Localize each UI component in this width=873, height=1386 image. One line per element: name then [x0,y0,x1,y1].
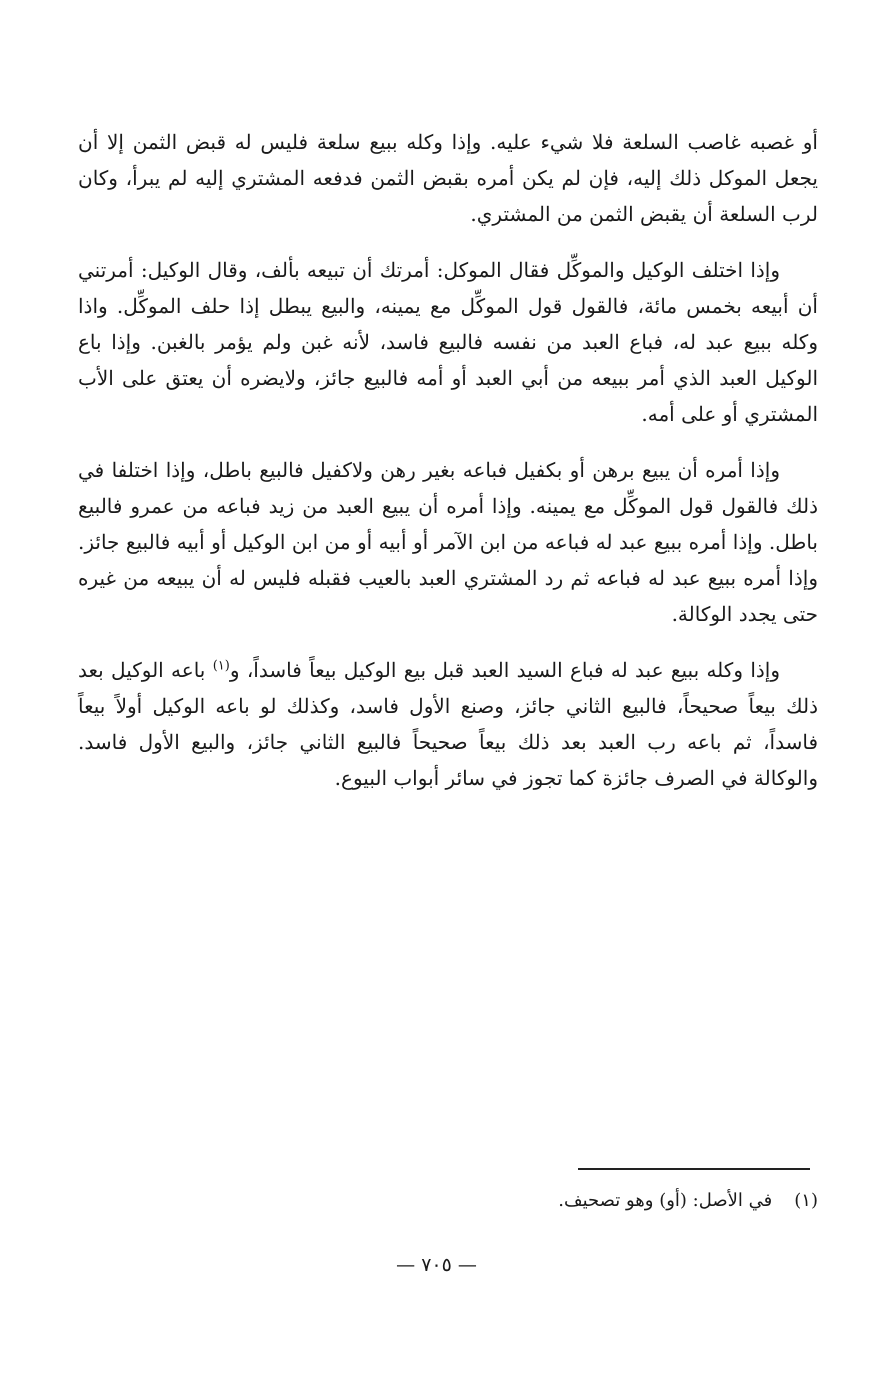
paragraph-1: أو غصبه غاصب السلعة فلا شيء عليه. وإذا وكله ببيع سلعة فليس له قبض الثمن إلا أن يجعل الموكل ذلك إليه، فإن لم يكن أمره بقبض الثمن فدفعه المشتري إليه لم يبرأ، وكان لرب السلعة أن يقبض الثمن من المشتري. [78,130,818,226]
paragraph-3: وإذا أمره أن يبيع برهن أو بكفيل فباعه بغير رهن ولاكفيل فالبيع باطل، وإذا اختلفا في ذلك فالقول قول الموكِّل مع يمينه. وإذا أمره أن يبيع العبد من زيد فباعه من عمرو فالبيع باطل. وإذا أمره ببيع عبد له فباعه من ابن الآمر أو أبيه أو من ابن الوكيل أو أبيه فالبيع جائز. وإذا أمره ببيع عبد له فباعه ثم رد المشتري العبد بالعيب فقبله فليس له أن يبيعه من غيره حتى يجدد الوكالة. [78,458,818,626]
body-text [78,124,818,816]
paragraph-4-part-1: وإذا وكله ببيع عبد له فباع السيد العبد قبل بيع الوكيل بيعاً فاسداً، و [229,658,780,682]
paragraph-2: وإذا اختلف الوكيل والموكِّل فقال الموكل: أمرتك أن تبيعه بألف، وقال الوكيل: أمرتني أن أبيعه بخمس مائة، فالقول قول الموكِّل مع يمينه، والبيع يبطل إذا حلف الموكِّل. واذا وكله ببيع عبد له، فباع العبد من نفسه فالبيع فاسد، لأنه غبن ولم يؤمر بالغبن. وإذا باع الوكيل العبد الذي أمر ببيعه من أبي العبد أو أمه فالبيع جائز، ولايضره أن يعتق على الأب المشتري أو على أمه. [78,258,818,426]
footnote-number: (١) [794,1190,818,1211]
footnote-text: في الأصل: (أو) وهو تصحيف. [558,1190,773,1211]
footnote-reference: (١) [212,658,230,674]
footnote [558,1186,818,1216]
page-number: — ٧٠٥ — [396,1254,477,1276]
paragraph-4-part-2: باعه الوكيل بعد ذلك بيعاً صحيحاً، فالبيع الثاني جائز، وصنع الأول فاسد، وكذلك لو باعه الوكيل أولاً بيعاً فاسداً، ثم باعه رب العبد بعد ذلك بيعاً صحيحاً فالبيع الثاني جائز، والبيع الأول فاسد. والوكالة في الصرف جائزة كما تجوز في سائر أبواب البيوع. [78,658,818,790]
paragraph-4 [78,652,818,796]
footnote-separator [578,1168,810,1170]
